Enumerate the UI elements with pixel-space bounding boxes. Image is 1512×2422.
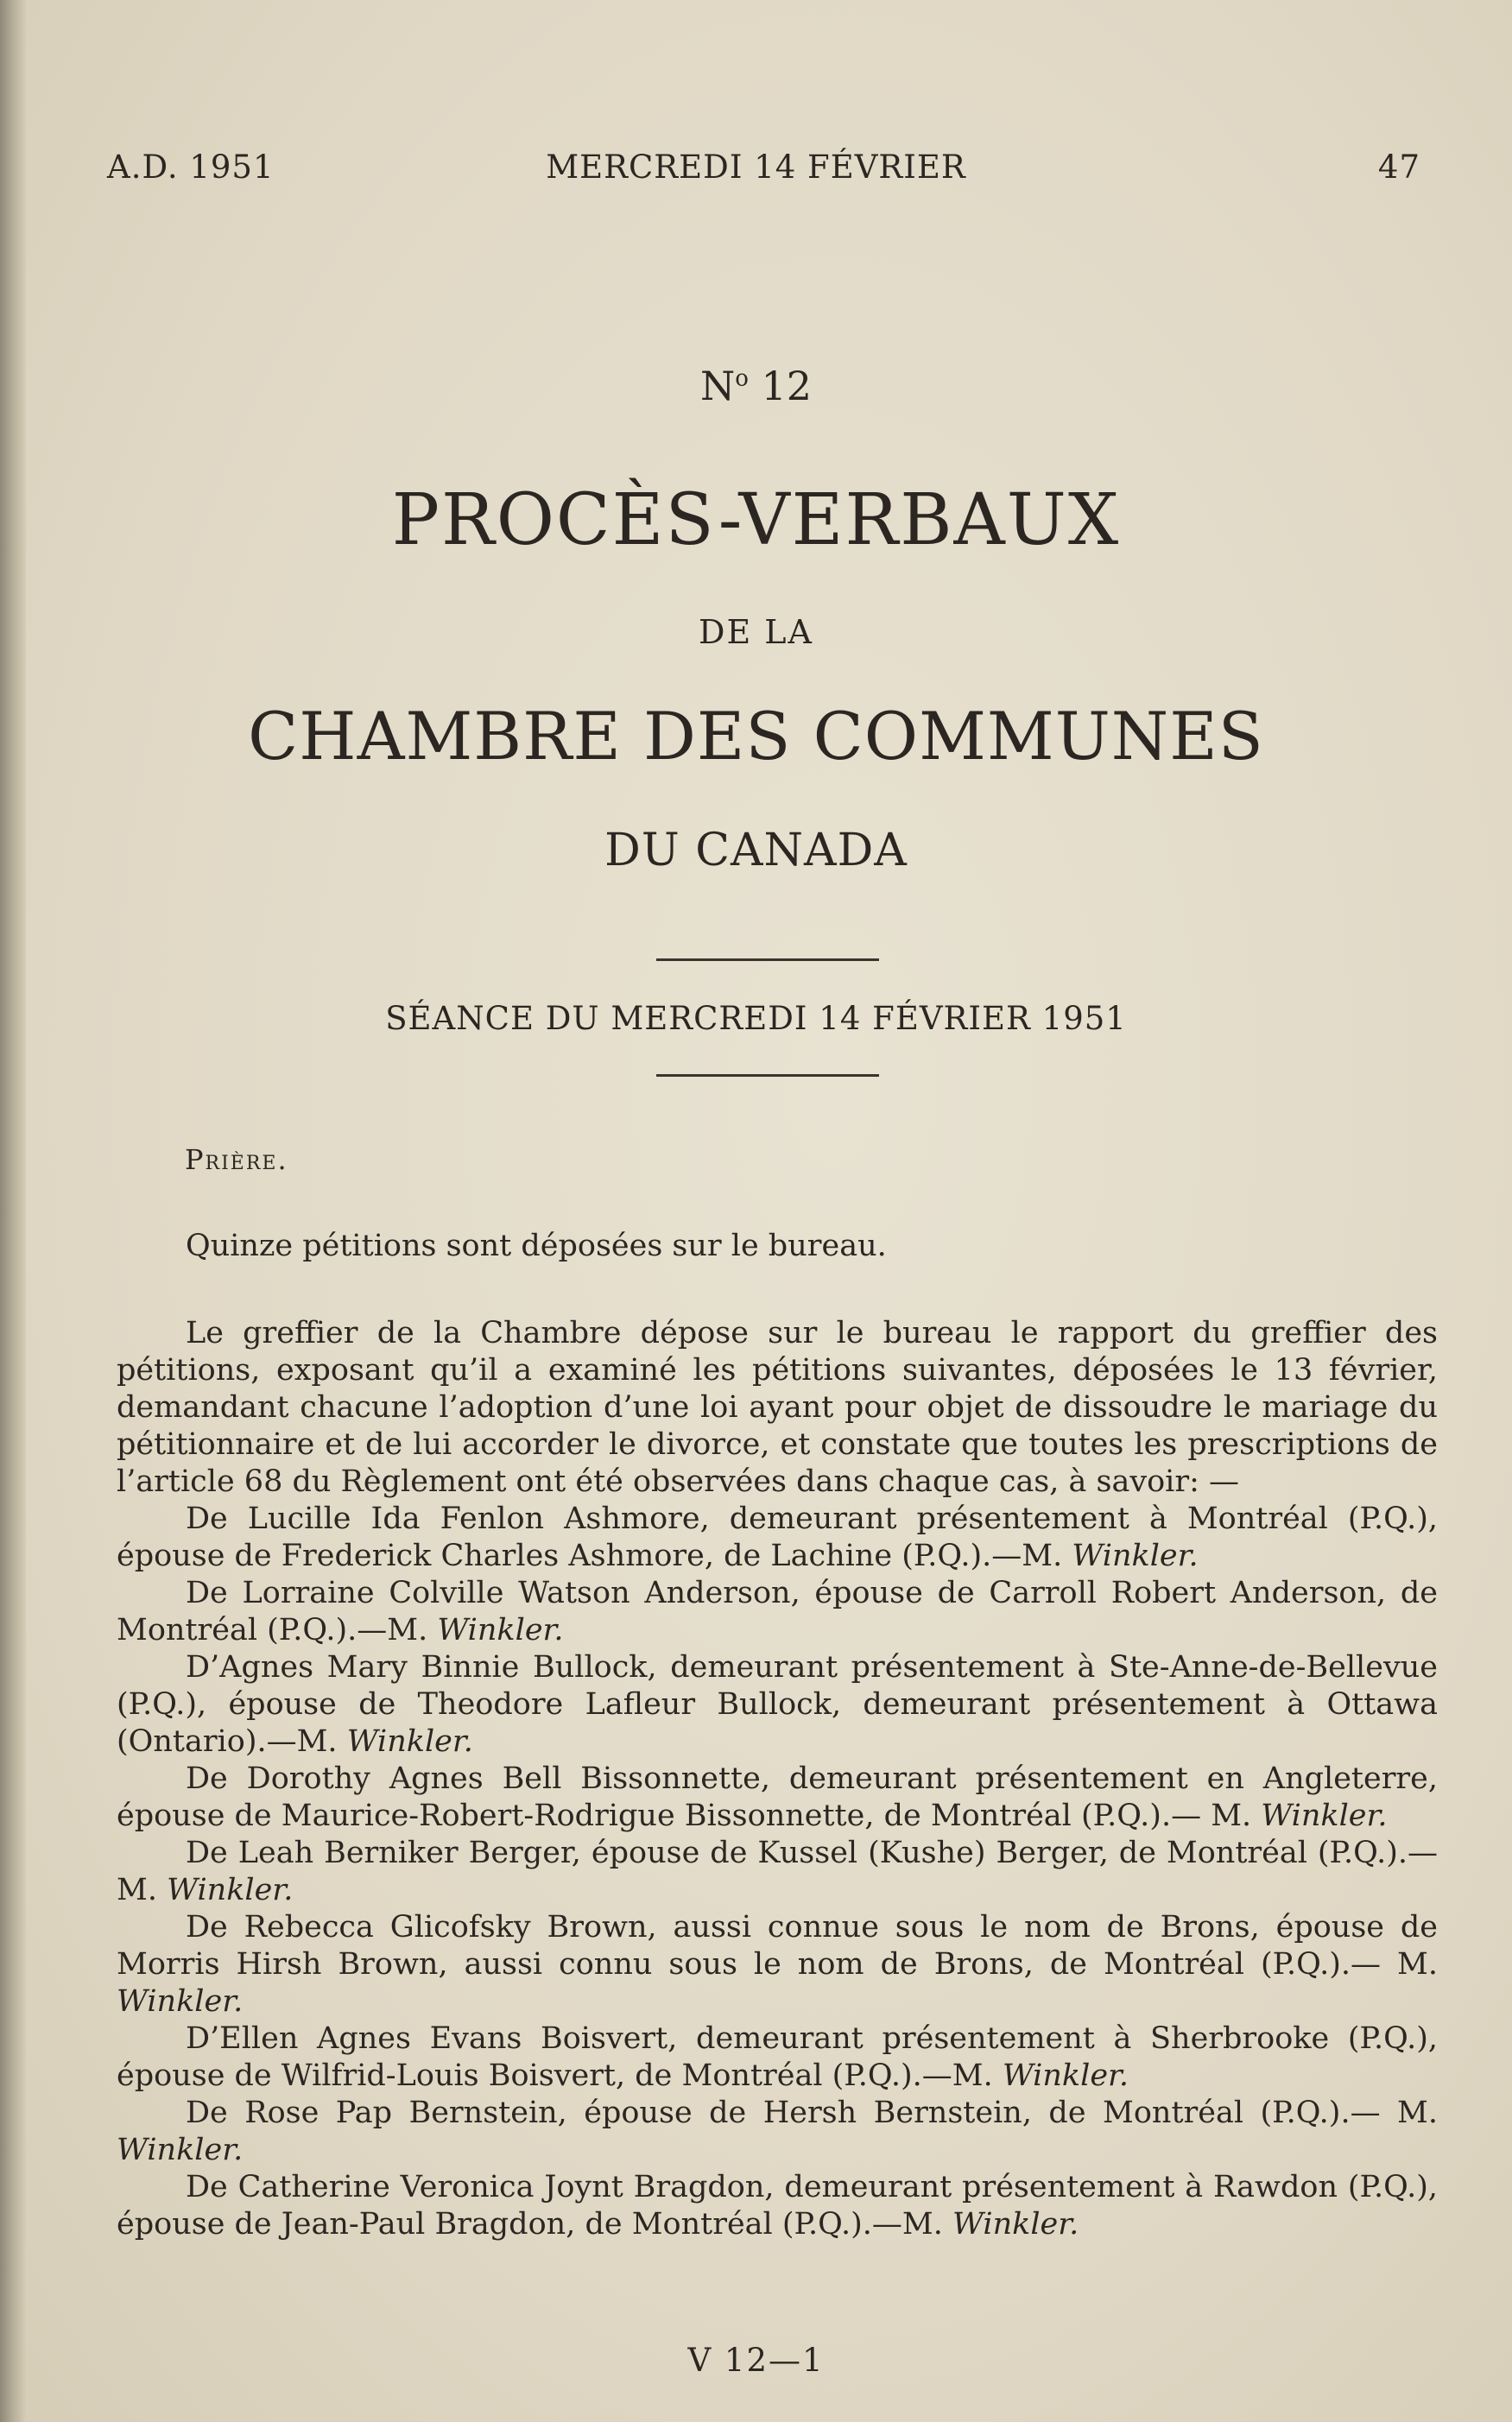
member-name: Winkler.: [1261, 1799, 1388, 1833]
signature-mark: V 12—1: [687, 2342, 825, 2379]
issue-number-sup: o: [735, 365, 749, 392]
petitions-report: [117, 1315, 1438, 2243]
petitions-tabled-text: Quinze pétitions sont déposées sur le bureau.: [186, 1229, 887, 1263]
petition-item: De Leah Berniker Berger, épouse de Kussel (Kushe) Berger, de Montréal (P.Q.).—M. Winkler.: [117, 1836, 1438, 1907]
page-number: 47: [1377, 149, 1420, 186]
chamber-title: CHAMBRE DES COMMUNES: [248, 698, 1264, 775]
petition-item: D’Agnes Mary Binnie Bullock, demeurant présentement à Ste-Anne-de-Bellevue (P.Q.), épouse de Theodore Lafleur Bullock, demeurant présentement à Ottawa (Ontario).—M. Winkler.: [117, 1650, 1438, 1759]
divider-top: [656, 958, 879, 961]
member-name: Winkler.: [1072, 1539, 1199, 1573]
header-year: A.D. 1951: [107, 149, 275, 186]
member-name: Winkler.: [346, 1724, 473, 1759]
issue-number-prefix: N: [699, 363, 736, 409]
petition-item: De Lucille Ida Fenlon Ashmore, demeurant présentement à Montréal (P.Q.), épouse de Frederick Charles Ashmore, de Lachine (P.Q.).—M. Winkler.: [117, 1502, 1438, 1573]
petition-item: De Rose Pap Bernstein, épouse de Hersh Bernstein, de Montréal (P.Q.).— M. Winkler.: [117, 2096, 1438, 2167]
title-connector: DE LA: [699, 613, 813, 651]
header-date: MERCREDI 14 FÉVRIER: [546, 149, 966, 186]
member-name: Winkler.: [1002, 2058, 1129, 2093]
member-name: Winkler.: [952, 2207, 1079, 2242]
petition-item: De Catherine Veronica Joynt Bragdon, demeurant présentement à Rawdon (P.Q.), épouse de Jean-Paul Bragdon, de Montréal (P.Q.).—M. Winkler.: [117, 2170, 1438, 2242]
petition-item: De Lorraine Colville Watson Anderson, épouse de Carroll Robert Anderson, de Montréal (P.Q.).—M. Winkler.: [117, 1576, 1438, 1647]
page-title: PROCÈS-VERBAUX: [391, 479, 1121, 561]
member-name: Winkler.: [117, 1984, 244, 2019]
petitions-tabled-line: [117, 1228, 1438, 1265]
issue-number-value: 12: [761, 363, 813, 409]
issue-number: [0, 363, 1512, 409]
member-name: Winkler.: [167, 1873, 294, 1907]
petition-item: De Rebecca Glicofsky Brown, aussi connue sous le nom de Brons, épouse de Morris Hirsh Brown, aussi connu sous le nom de Brons, de Montréal (P.Q.).— M. Winkler.: [117, 1910, 1438, 2019]
country-title: DU CANADA: [604, 825, 908, 876]
petition-item: De Dorothy Agnes Bell Bissonnette, demeurant présentement en Angleterre, épouse de Maurice-Robert-Rodrigue Bissonnette, de Montréal (P.Q.).— M. Winkler.: [117, 1761, 1438, 1833]
petition-item: D’Ellen Agnes Evans Boisvert, demeurant présentement à Sherbrooke (P.Q.), épouse de Wilfrid-Louis Boisvert, de Montréal (P.Q.).—M. Winkler.: [117, 2021, 1438, 2093]
session-heading: SÉANCE DU MERCREDI 14 FÉVRIER 1951: [385, 1000, 1127, 1037]
member-name: Winkler.: [117, 2133, 244, 2167]
member-name: Winkler.: [437, 1613, 564, 1647]
prayer-heading: Prière.: [185, 1143, 288, 1176]
divider-bottom: [656, 1074, 879, 1077]
report-intro: Le greffier de la Chambre dépose sur le bureau le rapport du greffier des pétitions, exposant qu’il a examiné les pétitions suivantes, déposées le 13 février, demandant chacune l’adoption d’une loi ayant pour objet de dissoudre le mariage du pétitionnaire et de lui accorder le divorce, et constate que toutes les prescriptions de l’article 68 du Règlement ont été observées dans chaque cas, à savoir: —: [117, 1316, 1438, 1499]
